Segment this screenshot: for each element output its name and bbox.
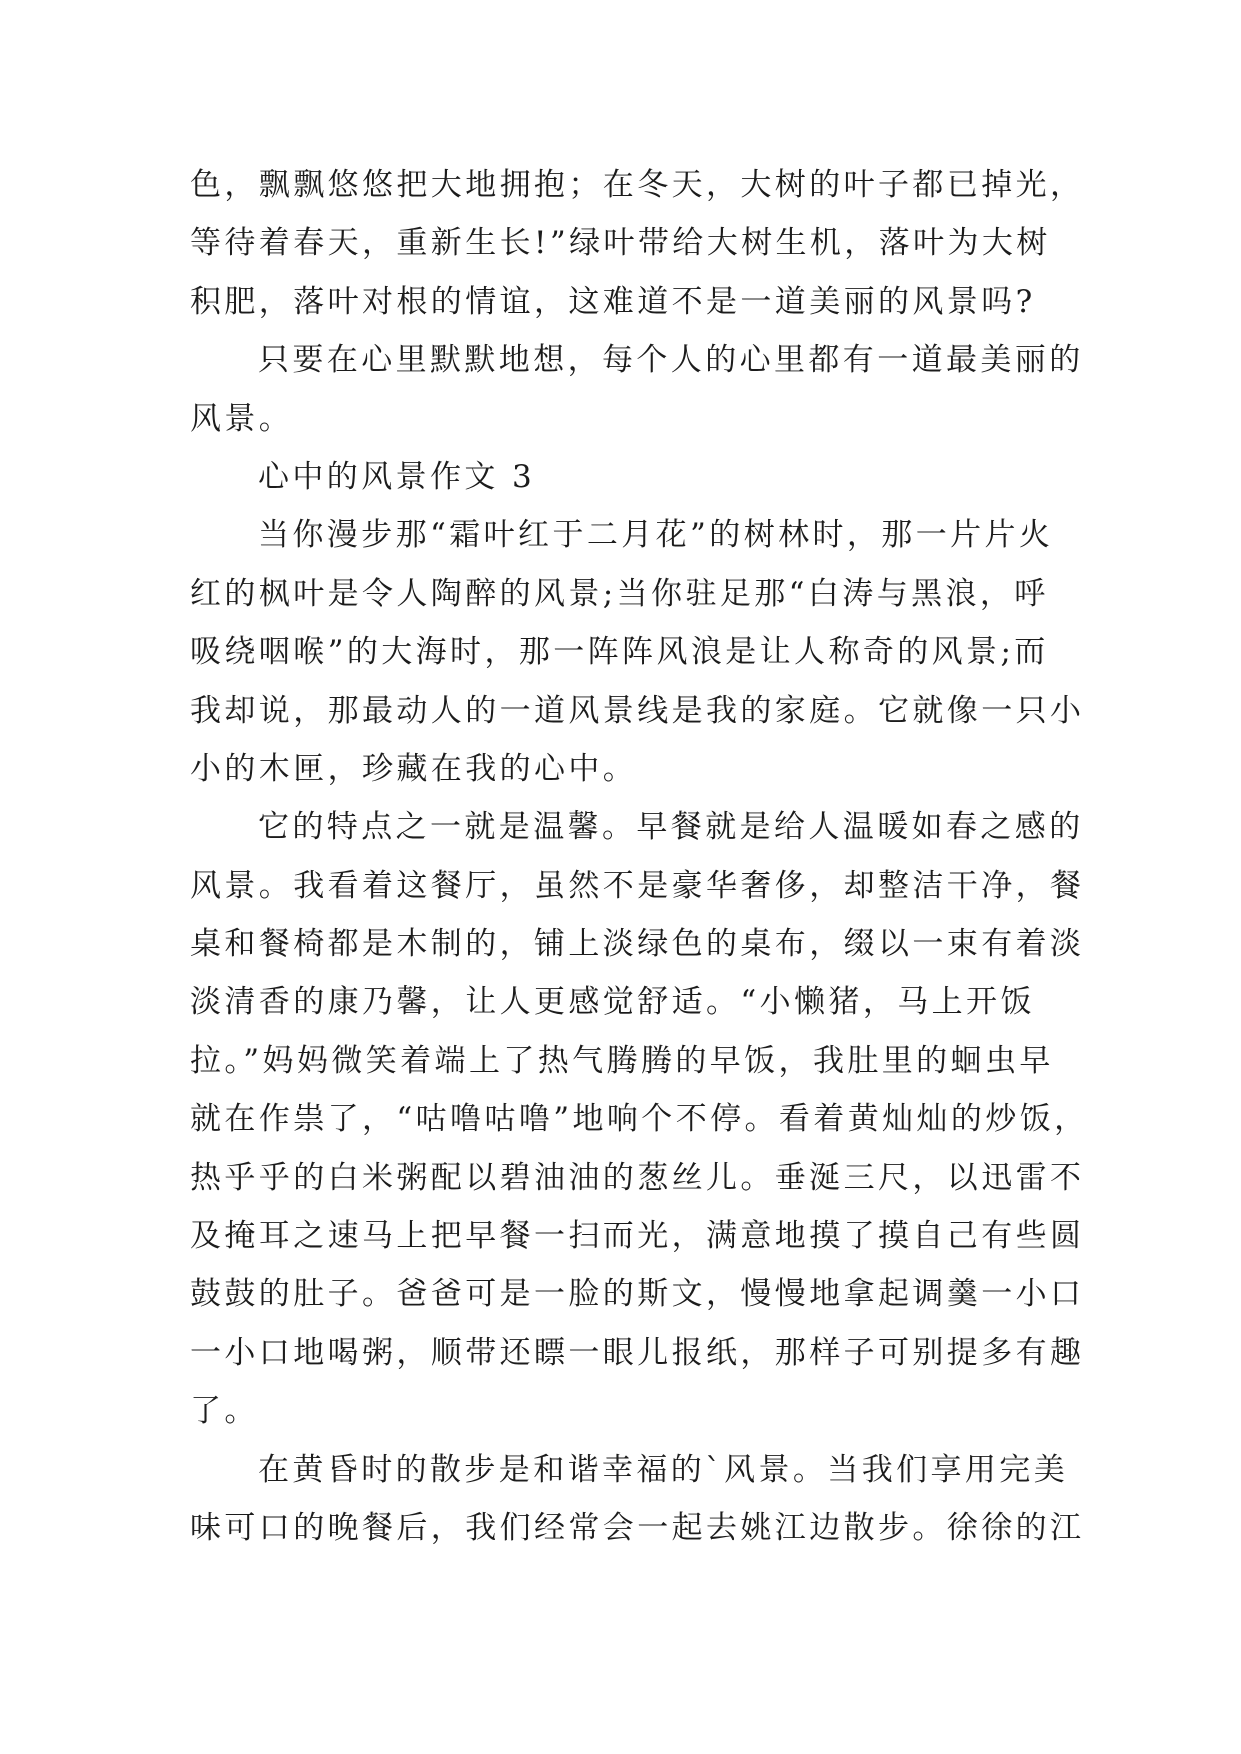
paragraph-start-line: 当你漫步那“霜叶红于二月花”的树林时，那一片片火 <box>258 517 1054 554</box>
text-line: 积肥，落叶对根的情谊，这难道不是一道美丽的风景吗? <box>190 283 1036 320</box>
text-line: 色，飘飘悠悠把大地拥抱；在冬天，大树的叶子都已掉光， <box>190 167 1085 203</box>
text-line: 热乎乎的白米粥配以碧油油的葱丝儿。垂涎三尺，以迅雷不 <box>190 1159 1085 1196</box>
text-line: 吸绕咽喉”的大海时，那一阵阵风浪是让人称奇的风景;而 <box>190 634 1049 671</box>
text-line: 红的枫叶是令人陶醉的风景;当你驻足那“白涛与黑浪，呼 <box>190 575 1049 612</box>
text-line: 拉。”妈妈微笑着端上了热气腾腾的早饭，我肚里的蛔虫早 <box>190 1042 1054 1079</box>
section-heading: 心中的风景作文 3 <box>258 458 536 495</box>
text-line: 风景。 <box>190 400 294 437</box>
text-line: 就在作祟了，“咕噜咕噜”地响个不停。看着黄灿灿的炒饭， <box>190 1101 1089 1138</box>
text-line: 风景。我看着这餐厅，虽然不是豪华奢侈，却整洁干净，餐 <box>190 867 1085 904</box>
text-line: 味可口的晚餐后，我们经常会一起去姚江边散步。徐徐的江 <box>190 1509 1085 1546</box>
text-line: 一小口地喝粥，顺带还瞟一眼儿报纸，那样子可别提多有趣 <box>190 1334 1085 1371</box>
document-body <box>190 156 1089 1557</box>
text-line: 了。 <box>190 1393 259 1430</box>
paragraph-start-line: 在黄昏时的散步是和谐幸福的`风景。当我们享用完美 <box>258 1451 1069 1488</box>
text-line: 小的木匣，珍藏在我的心中。 <box>190 750 638 787</box>
text-line: 淡清香的康乃馨，让人更感觉舒适。“小懒猪，马上开饭 <box>190 984 1035 1021</box>
text-line: 鼓鼓的肚子。爸爸可是一脸的斯文，慢慢地拿起调羹一小口 <box>190 1276 1085 1313</box>
paragraph-start-line: 它的特点之一就是温馨。早餐就是给人温暖如春之感的 <box>258 809 1084 846</box>
paragraph-start-line: 只要在心里默默地想，每个人的心里都有一道最美丽的 <box>258 342 1084 379</box>
text-line: 等待着春天，重新生长!”绿叶带给大树生机，落叶为大树 <box>190 225 1051 262</box>
text-line: 桌和餐椅都是木制的，铺上淡绿色的桌布，缀以一束有着淡 <box>190 926 1085 963</box>
text-line: 我却说，那最动人的一道风景线是我的家庭。它就像一只小 <box>190 692 1085 729</box>
text-line: 及掩耳之速马上把早餐一扫而光，满意地摸了摸自己有些圆 <box>190 1218 1085 1255</box>
